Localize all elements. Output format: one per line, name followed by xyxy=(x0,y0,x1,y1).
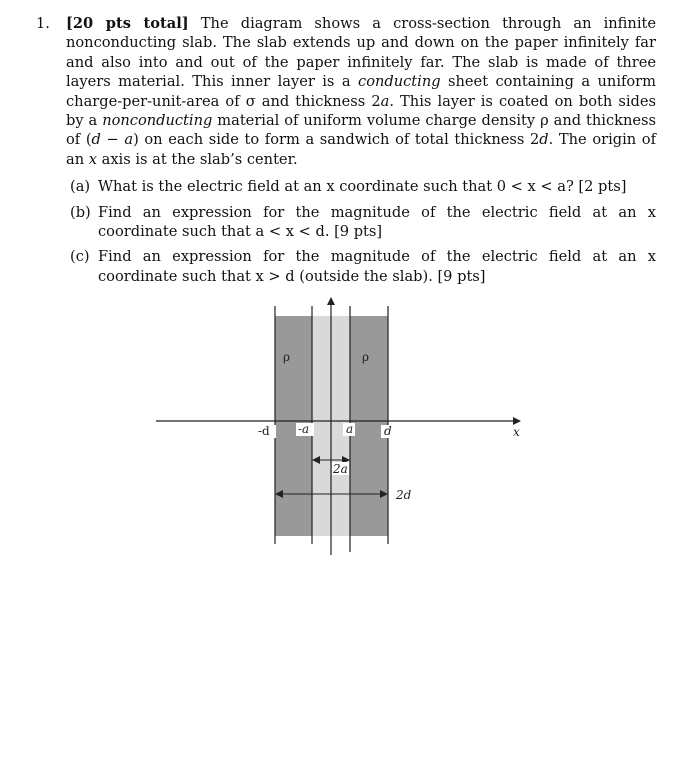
rho-left-label: ρ xyxy=(283,350,291,364)
intro-text: The diagram shows a cross-section through an infinite nonconducting slab. The slab extends up and down on the paper infinitely far and also into and out of the paper infinitely far. The slab is made of three layers material. This inner layer is a xyxy=(66,15,656,91)
intro-emph: nonconducting xyxy=(102,112,213,130)
intro-text: axis is at the slab’s center. xyxy=(96,150,298,168)
neg-d-label: -d xyxy=(258,424,270,438)
problem-number: 1. xyxy=(36,15,50,32)
intro-math: a xyxy=(380,92,390,110)
part-label: (a) xyxy=(70,178,91,196)
points-total: [20 pts total] xyxy=(66,15,189,32)
dimension-2d-label: 2d xyxy=(396,488,412,502)
intro-math: x xyxy=(88,150,97,168)
intro-text: sheet containing a uniform charge-per-unit-area of σ and thickness 2 xyxy=(66,73,656,110)
part-text: Find an expression for the magnitude of the electric field at an x coordinate such that x > d (outside the slab). [9 pts] xyxy=(98,248,656,285)
neg-a-label: -a xyxy=(298,422,310,436)
part-text: Find an expression for the magnitude of the electric field at an x coordinate such that a < x < d. [9 pts] xyxy=(98,203,656,241)
intro-math: d xyxy=(539,131,549,149)
x-axis-label: x xyxy=(513,425,520,439)
intro-text: . The origin of an xyxy=(66,131,656,168)
intro-text: . This layer is coated on both sides by a xyxy=(66,92,656,130)
a-label: a xyxy=(346,422,354,436)
part-text: What is the electric field at an x coordinate such that 0 < x < a? [2 pts] xyxy=(98,178,627,196)
part-label: (c) xyxy=(70,248,90,266)
intro-text: material of uniform volume charge density ρ and thickness of ( xyxy=(66,112,656,149)
intro-emph: conducting xyxy=(358,73,441,91)
intro-math: d − a xyxy=(91,131,134,149)
d-label: d xyxy=(384,424,392,438)
rho-right-label: ρ xyxy=(362,350,370,364)
intro-text: ) on each side to form a sandwich of total thickness 2 xyxy=(133,131,540,149)
dimension-2a-label: 2a xyxy=(333,462,348,476)
part-label: (b) xyxy=(70,203,91,221)
